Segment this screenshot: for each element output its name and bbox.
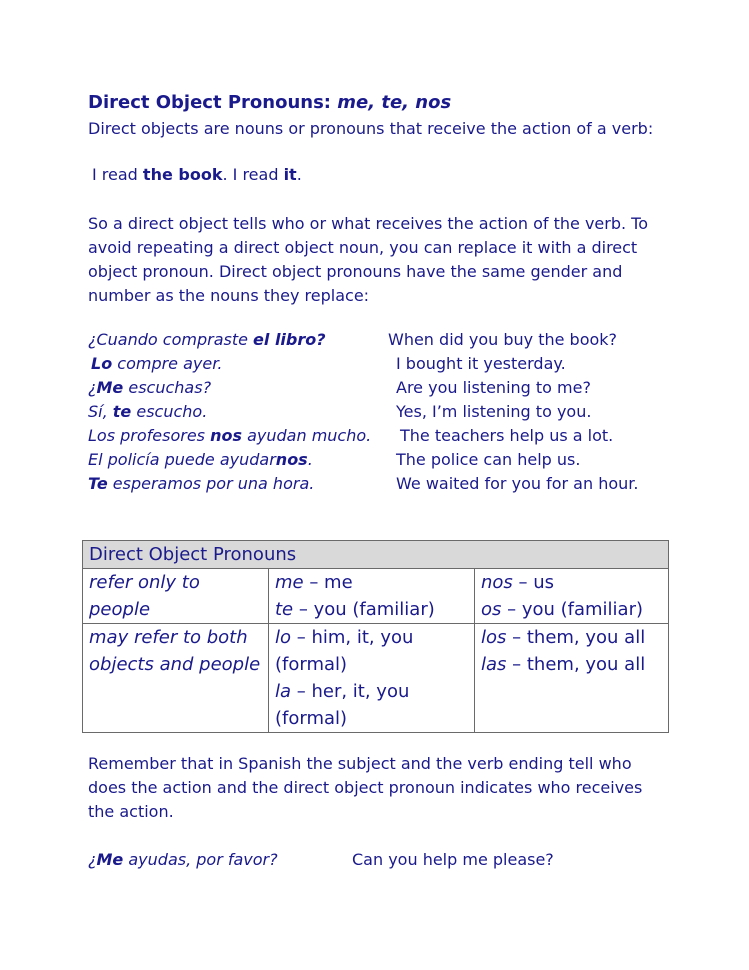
spanish-line: Los profesores nos ayudan mucho. [88,426,372,445]
english-line: Yes, I’m listening to you. [396,402,592,421]
intro-text: Direct objects are nouns or pronouns that receive the action of a verb: [88,119,654,138]
spanish-line: El policía puede ayudarnos. [88,450,313,469]
spanish-line: ¿Me escuchas? [88,378,212,397]
final-english-translation: Can you help me please? [352,850,554,869]
spanish-line: ¿Cuando compraste el libro? [88,330,326,349]
table-header: Direct Object Pronouns [83,541,669,569]
remember-paragraph: Remember that in Spanish the subject and the verb ending tell who does the action and the direct object pronoun indicates who receives the action. [88,754,643,821]
spanish-line: Sí, te escucho. [88,402,208,421]
explanation-paragraph: So a direct object tells who or what receives the action of the verb. To avoid repeating a direct object noun, you can replace it with a direct object pronoun. Direct object pronouns have the same gender and number as the nouns they replace: [88,214,648,305]
table-cell-singular: lo – him, it, you (formal) la – her, it, you (formal) [269,624,475,733]
english-line: The police can help us. [396,450,581,469]
english-line: We waited for you for an hour. [396,474,639,493]
final-spanish-example: ¿Me ayudas, por favor? [88,850,278,869]
pronoun-table [82,540,669,733]
table-cell-plural: los – them, you all las – them, you all [475,624,669,733]
example-sentence: I read the book. I read it. [92,165,302,184]
table-cell-plural: nos – us os – you (familiar) [475,569,669,624]
english-translations [388,328,638,496]
page-title: Direct Object Pronouns: me, te, nos [88,92,452,113]
spanish-line: Lo compre ayer. [91,354,223,373]
table-cell-singular: me – me te – you (familiar) [269,569,475,624]
table-label-objects-people: may refer to both objects and people [83,624,269,733]
english-line: When did you buy the book? [388,330,618,349]
english-line: Are you listening to me? [396,378,591,397]
spanish-line: Te esperamos por una hora. [88,474,315,493]
table-label-people: refer only to people [83,569,269,624]
spanish-examples [88,328,371,496]
english-line: I bought it yesterday. [396,354,566,373]
english-line: The teachers help us a lot. [400,426,614,445]
